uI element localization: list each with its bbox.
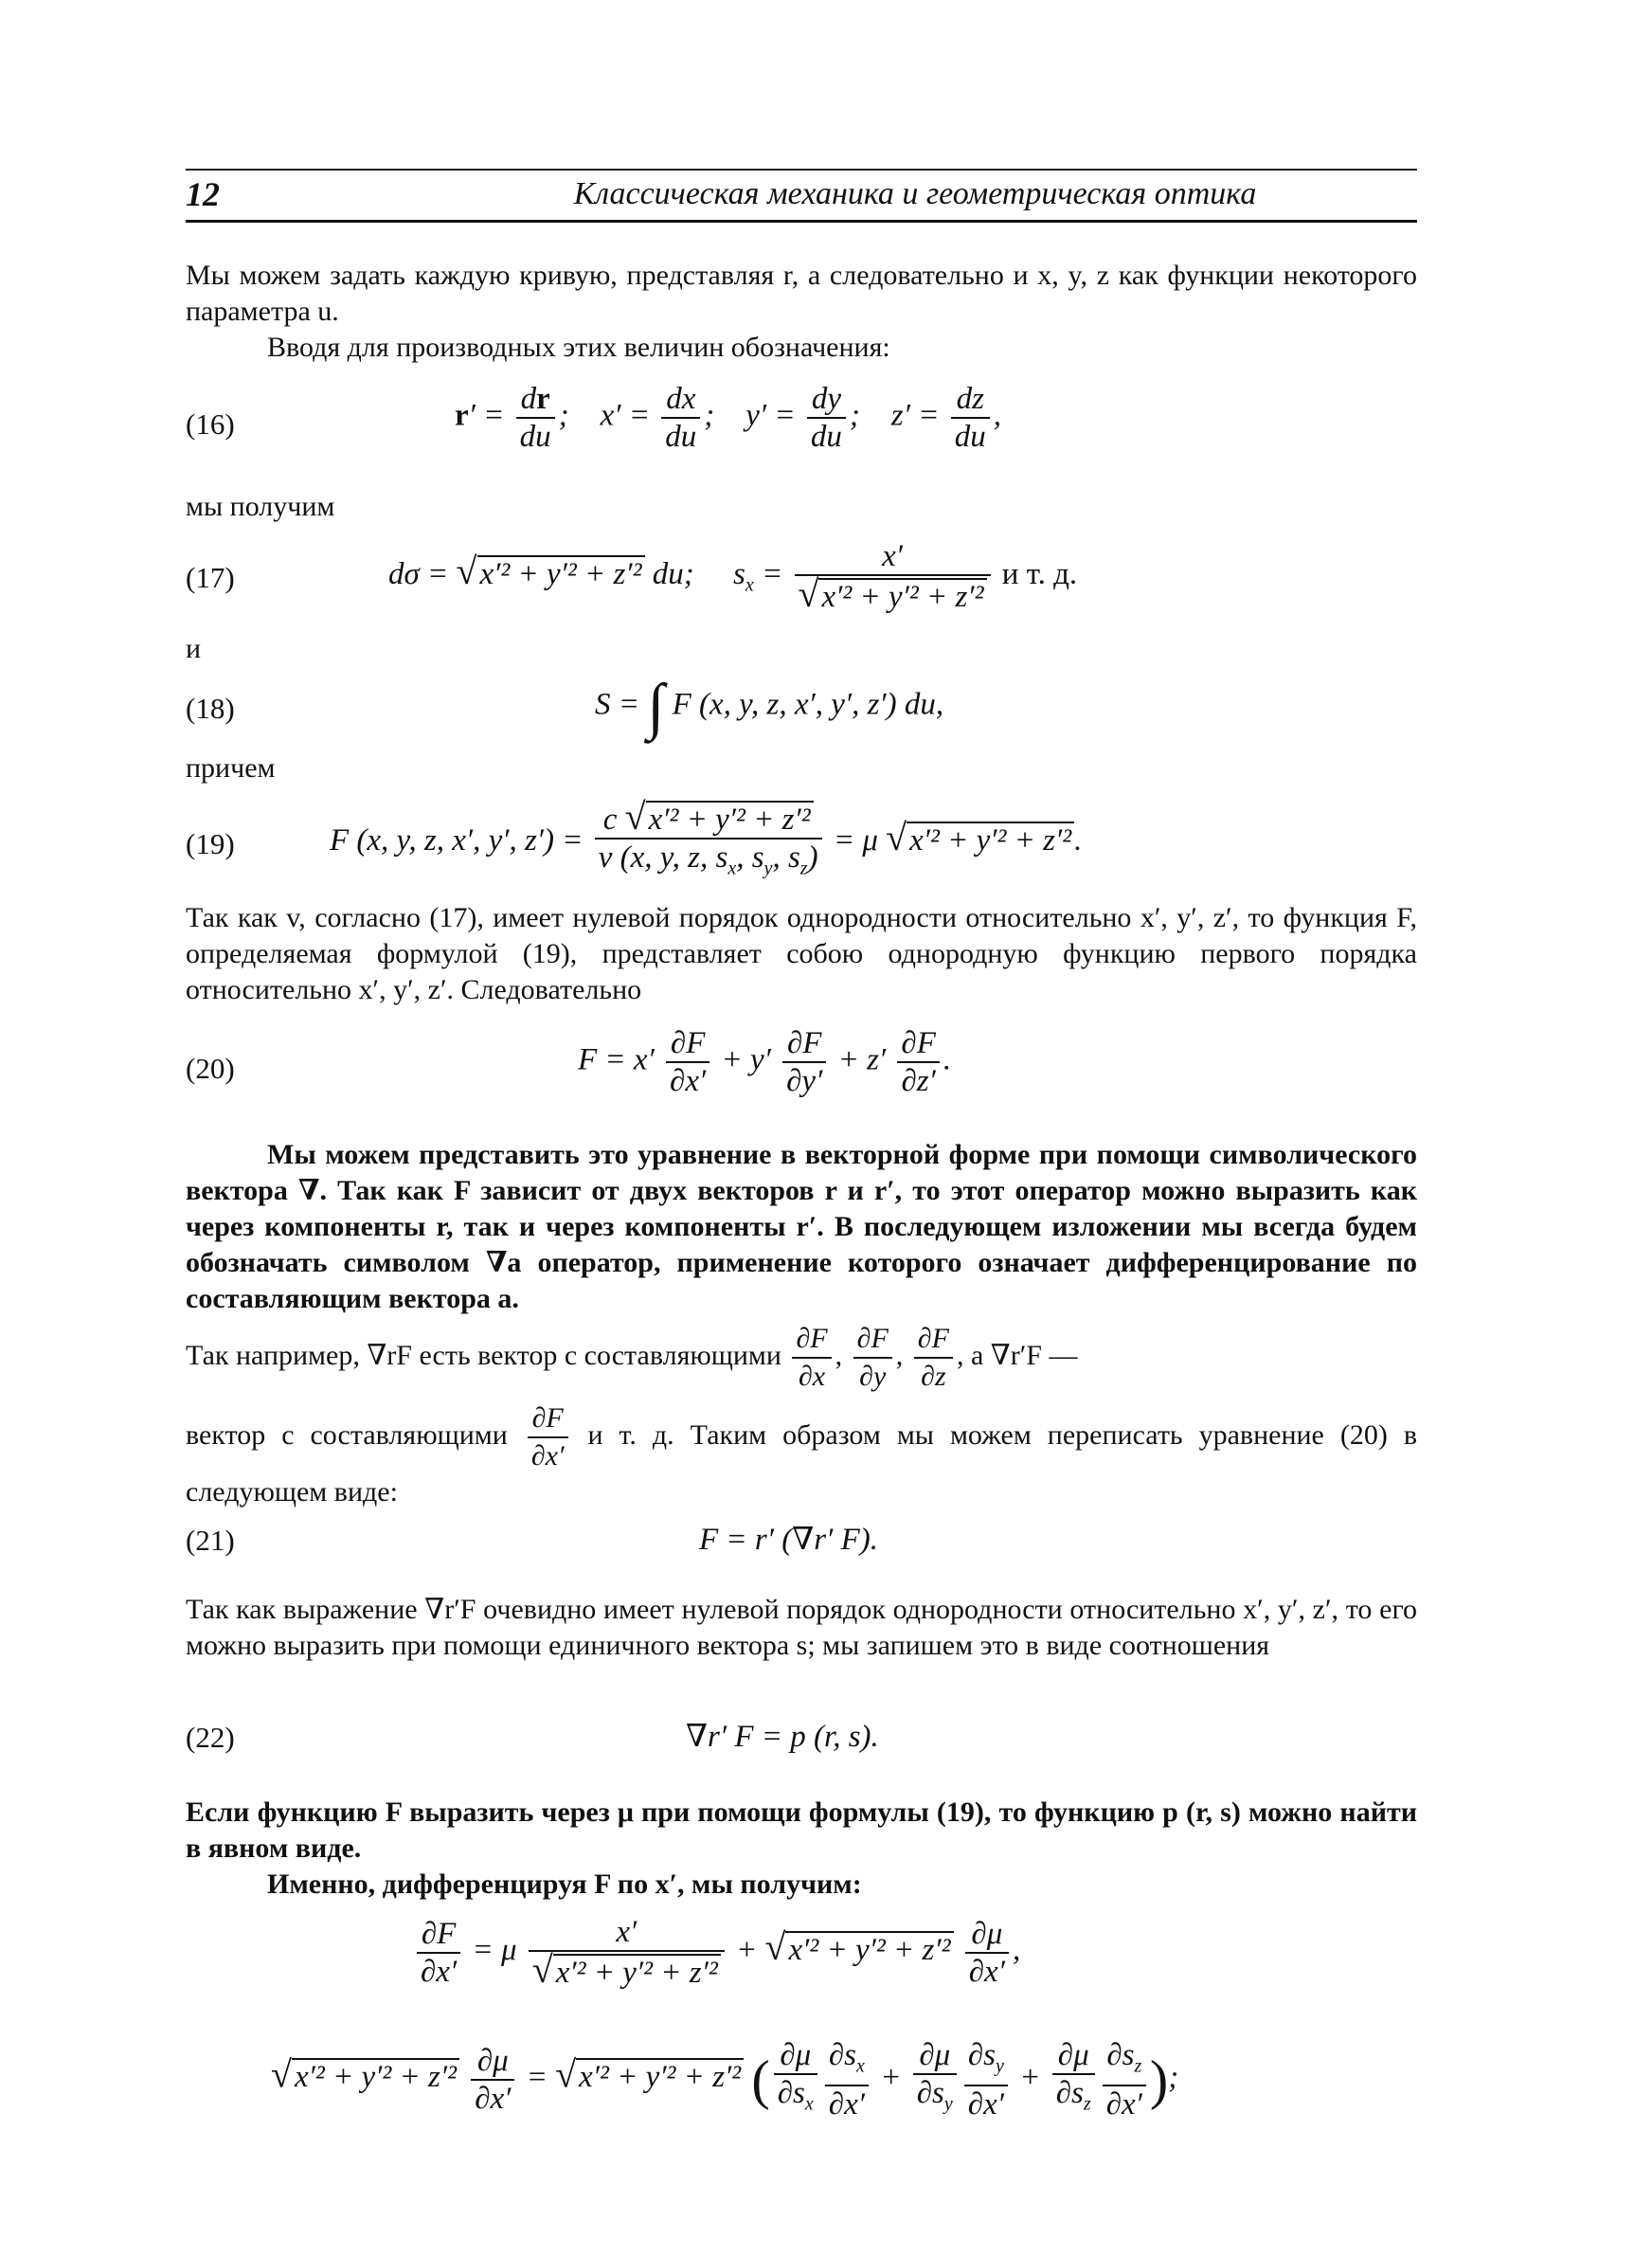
paragraph-vector-form	[186, 1137, 1417, 1317]
paragraph-text: мы получим	[186, 491, 335, 522]
paragraph-intro	[186, 258, 1417, 366]
paragraph-text: Так как выражение ∇r′F очевидно имеет нулевой порядок однородности относительно x′, y′, z′, то его можно выразить при помощи единичного вектора s; мы запишем это в виде соотношения	[186, 1594, 1417, 1661]
equation-21: F = r′ (∇r′ F).	[699, 1523, 878, 1557]
paragraph-text: Так как v, согласно (17), имеет нулевой порядок однородности относительно x′, y′, z′, то функция F, определяемая формулой (19), представляет собою однородную функцию первого порядка относительно x′, y′, z′. Следовательно	[186, 902, 1417, 1005]
equation-derivative-2: √x′² + y′² + z′² $\frac{\partial\mu}{\partial x'}$ = √x′² + y′² + z′² ( $\frac{\partial\mu}{\partial s_x}$ $\frac{\partial s_x}{\partial x'}$ + $\frac{\partial\mu}{\partial s_y}$ $\frac{\partial s_y}{\partial x'}$ + $\frac{\partial\mu}{\partial s_z}$ $\frac{\partial s_z}{\partial x'}$ );	[271, 2038, 1179, 2122]
paragraph-text: и	[186, 633, 202, 664]
paragraph-text: Вводя для производных этих величин обозначения:	[267, 332, 890, 363]
header-rule	[186, 220, 1417, 223]
equation-17: dσ = √x′² + y′² + z′² du; $s_x$ = $\frac{x'}{\text{√x′² + y′² + z′²}}$ и т. д.	[388, 539, 1078, 615]
equation-derivative-1: $\frac{\partial F}{\partial x'}$ = μ $\frac{x'}{\text{√x′² + y′² + z′²}}$ + √x′² + y′² + z′² $\frac{\partial\mu}{\partial x'}$ ,	[413, 1914, 1020, 1991]
paragraph-explicit	[186, 1795, 1417, 1903]
equation-18: S = ∫ F (x, y, z, x′, y′, z′) du,	[595, 672, 944, 741]
equation-number: (20)	[186, 1052, 235, 1085]
equation-number: (18)	[186, 692, 235, 725]
equation-number: (17)	[186, 561, 235, 594]
paragraph-text: и т. д. Таким образом мы можем переписать уравнение (20) в следующем виде:	[186, 1418, 1418, 1508]
equation-number: (16)	[186, 407, 235, 441]
paragraph-example: Так например, ∇rF есть вектор с составляющими $\frac{\partial F}{\partial x}$ , $\frac{\partial F}{\partial y}$ , $\frac{\partial F}{\partial z}$ , а ∇r′F —	[186, 1323, 1078, 1392]
equation-19: F (x, y, z, x′, y′, z′) = $\frac{\text{c √x′² + y′² + z′²}}{v (x, y, z, s_x, s_y, s_z)}$ = μ √x′² + y′² + z′².	[330, 795, 1083, 879]
equation-note: и т. д.	[1001, 557, 1078, 592]
paragraph-text: Именно, дифференцируя F по x′, мы получим:	[267, 1869, 862, 1900]
paragraph-text: причем	[186, 752, 276, 784]
paragraph-text: , а ∇r′F —	[956, 1339, 1078, 1371]
paragraph-homogeneity	[186, 900, 1417, 1008]
paragraph-text: Так например, ∇rF есть вектор с составляющими	[186, 1339, 781, 1371]
equation-number: (21)	[186, 1524, 235, 1557]
paragraph-text: Если функцию F выразить через μ при помощи формулы (19), то функцию p (r, s) можно найти в явном виде.	[186, 1797, 1417, 1864]
equation-16: r′ = $\frac{dr}{du}$ ; x′ = $\frac{dx}{du}$ ; y′ = $\frac{dy}{du}$ ; z′ = $\frac{dz}{du}$ ,	[455, 382, 1001, 454]
equation-22: ∇r′ F = p (r, s).	[686, 1720, 879, 1754]
equation-number: (19)	[186, 827, 235, 860]
paragraph-example-cont: вектор с составляющими $\frac{\partial F}{\partial x'}$ и т. д. Таким образом мы можем переписать уравнение (20) в следующем виде:	[186, 1402, 1418, 1508]
equation-number: (22)	[186, 1721, 235, 1754]
paragraph-text: Мы можем задать каждую кривую, представляя r, а следовательно и x, y, z как функции некоторого параметра u.	[186, 260, 1417, 327]
paragraph-unit-vector	[186, 1592, 1417, 1664]
page-number: 12	[186, 175, 220, 213]
paragraph-text: Мы можем представить это уравнение в векторной форме при помощи символического вектора ∇. Так как F зависит от двух векторов r и r′, то этот оператор можно выразить как через компоненты r, так и через компоненты r′. В последующем изложении мы всегда будем обозначать символом ∇a оператор, применение которого означает дифференцирование по составляющим вектора a.	[186, 1139, 1417, 1314]
page-header	[186, 174, 1417, 216]
paragraph-text: вектор с составляющими	[186, 1418, 508, 1451]
header-top-rule	[186, 169, 1417, 171]
running-title: Классическая механика и геометрическая оптика	[573, 176, 1257, 211]
equation-20: F = x′ $\frac{\partial F}{\partial x'}$ + y′ $\frac{\partial F}{\partial y'}$ + z′ $\frac{\partial F}{\partial z'}$ .	[578, 1026, 952, 1098]
